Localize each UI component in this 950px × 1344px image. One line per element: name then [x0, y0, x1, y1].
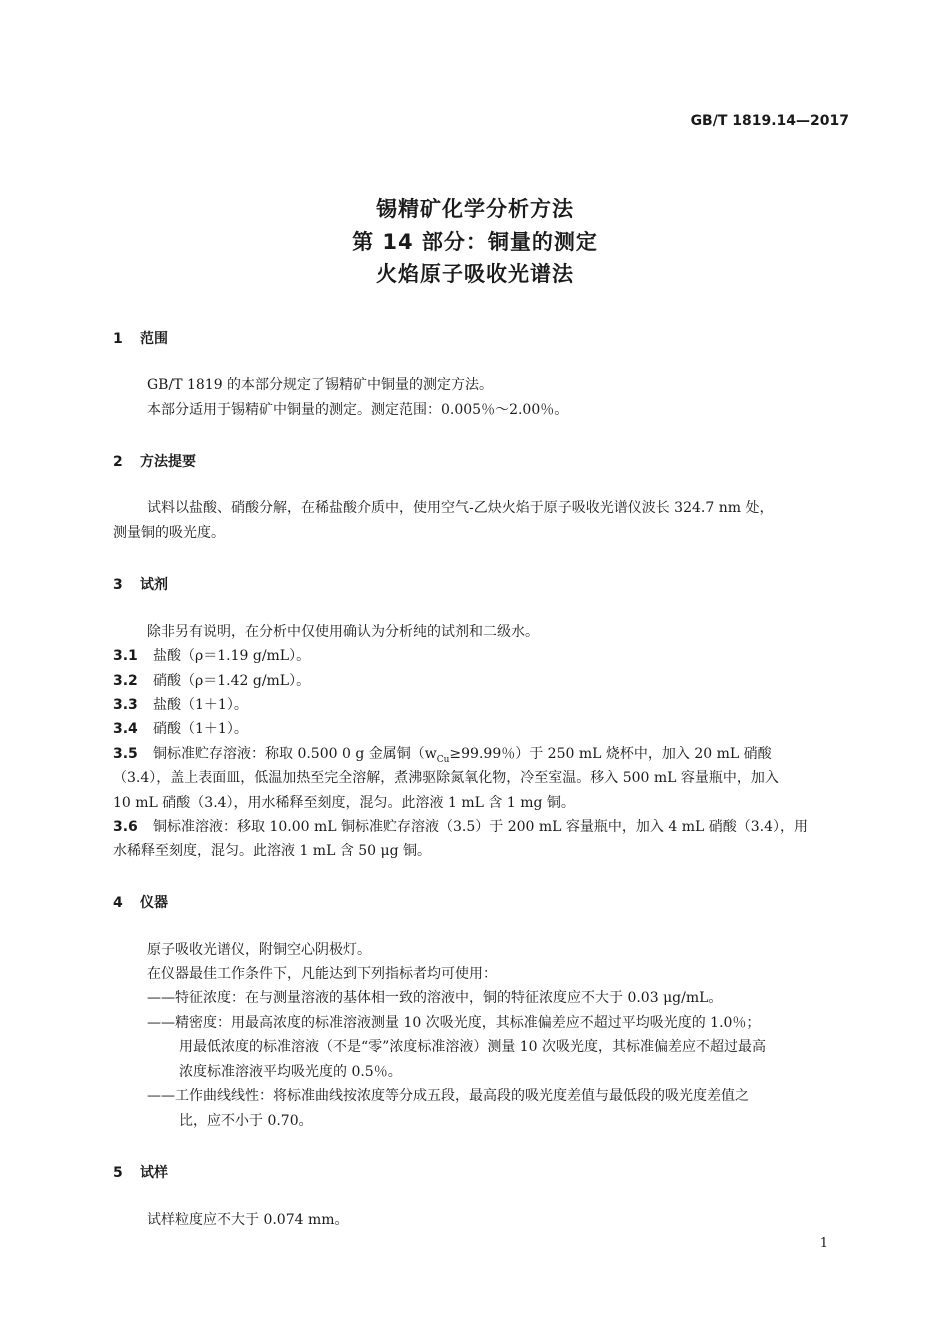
reagent-3-2 [113, 670, 850, 692]
clause-text: 盐酸（ρ＝1.19 g/mL）。 [153, 648, 311, 664]
doc-title-line3: 火焰原子吸收光谱法 [376, 262, 574, 286]
requirement-item: ——工作曲线线性：将标准曲线按浓度等分成五段，最高段的吸光度差值与最低段的吸光度差值之 [147, 1088, 749, 1104]
paragraph-line: 试料以盐酸、硝酸分解，在稀盐酸介质中，使用空气-乙炔火焰于原子吸收光谱仪波长 324.7 nm 处， [147, 500, 774, 516]
reagent-3-5-line3: 10 mL 硝酸（3.4），用水稀释至刻度，混匀。此溶液 1 mL 含 1 mg 铜。 [113, 795, 575, 811]
section-number: 3 [113, 577, 123, 593]
clause-text: 硝酸（1＋1）。 [153, 721, 248, 737]
clause-text: ≥99.99％）于 250 mL 烧杯中，加入 20 mL 硝酸 [449, 746, 772, 762]
clause-text: 铜标准贮存溶液：称取 0.500 0 g 金属铜（w [153, 746, 437, 762]
requirement-item-cont: 用最低浓度的标准溶液（不是“零”浓度标准溶液）测量 10 次吸光度，其标准偏差应不超过最高 [179, 1039, 767, 1055]
requirement-item: ——精密度：用最高浓度的标准溶液测量 10 次吸光度，其标准偏差应不超过平均吸光度的 1.0％； [147, 1015, 761, 1031]
reagent-3-5-line2: （3.4），盖上表面皿，低温加热至完全溶解，煮沸驱除氮氧化物，冷至室温。移入 500 mL 容量瓶中，加入 [113, 770, 779, 786]
section-number: 1 [113, 331, 123, 347]
clause-number: 3.5 [113, 746, 138, 762]
clause-number: 3.3 [113, 697, 138, 713]
requirement-item-cont: 浓度标准溶液平均吸光度的 0.5％。 [179, 1064, 402, 1080]
section-number: 5 [113, 1165, 123, 1181]
requirement-item-cont: 比，应不小于 0.70。 [179, 1113, 313, 1129]
clause-text: 铜标准溶液：移取 10.00 mL 铜标准贮存溶液（3.5）于 200 mL 容量瓶中，加入 4 mL 硝酸（3.4），用 [153, 819, 809, 835]
reagent-3-1 [113, 645, 850, 667]
paragraph: 本部分适用于锡精矿中铜量的测定。测定范围：0.005％～2.00％。 [147, 402, 569, 418]
paragraph: 除非另有说明，在分析中仅使用确认为分析纯的试剂和二级水。 [147, 624, 539, 640]
section-title: 范围 [140, 331, 168, 347]
doc-title-line2: 第 14 部分：铜量的测定 [352, 230, 598, 254]
clause-number: 3.1 [113, 648, 138, 664]
paragraph: 在仪器最佳工作条件下，凡能达到下列指标者均可使用： [147, 966, 497, 982]
clause-text: 硝酸（ρ＝1.42 g/mL）。 [153, 673, 311, 689]
section-title: 试剂 [140, 577, 168, 593]
section-title: 仪器 [140, 895, 168, 911]
section-number: 2 [113, 454, 123, 470]
subscript: Cu [436, 754, 450, 765]
requirement-item: ——特征浓度：在与测量溶液的基体相一致的溶液中，铜的特征浓度应不大于 0.03 μg/mL。 [147, 990, 723, 1006]
section-title: 试样 [140, 1165, 168, 1181]
paragraph: GB/T 1819 的本部分规定了锡精矿中铜量的测定方法。 [147, 377, 494, 393]
reagent-3-6-line1 [113, 816, 850, 838]
reagent-3-3 [113, 694, 850, 716]
clause-text: 盐酸（1＋1）。 [153, 697, 248, 713]
section-4-heading [113, 892, 168, 912]
section-3-heading [113, 574, 168, 594]
clause-number: 3.4 [113, 721, 138, 737]
clause-number: 3.6 [113, 819, 138, 835]
paragraph: 试样粒度应不大于 0.074 mm。 [147, 1212, 349, 1228]
page-number: 1 [819, 1236, 828, 1251]
paragraph-line: 测量铜的吸光度。 [113, 525, 225, 541]
section-title: 方法提要 [140, 454, 196, 470]
reagent-3-4 [113, 718, 850, 740]
reagent-3-6-line2: 水稀释至刻度，混匀。此溶液 1 mL 含 50 μg 铜。 [113, 843, 432, 859]
clause-number: 3.2 [113, 673, 138, 689]
section-2-heading [113, 451, 196, 471]
standard-number: GB/T 1819.14—2017 [690, 113, 849, 129]
paragraph: 原子吸收光谱仪，附铜空心阴极灯。 [147, 942, 371, 958]
doc-title-line1: 锡精矿化学分析方法 [376, 197, 574, 221]
section-5-heading [113, 1162, 168, 1182]
section-1-heading [113, 328, 168, 348]
section-number: 4 [113, 895, 123, 911]
